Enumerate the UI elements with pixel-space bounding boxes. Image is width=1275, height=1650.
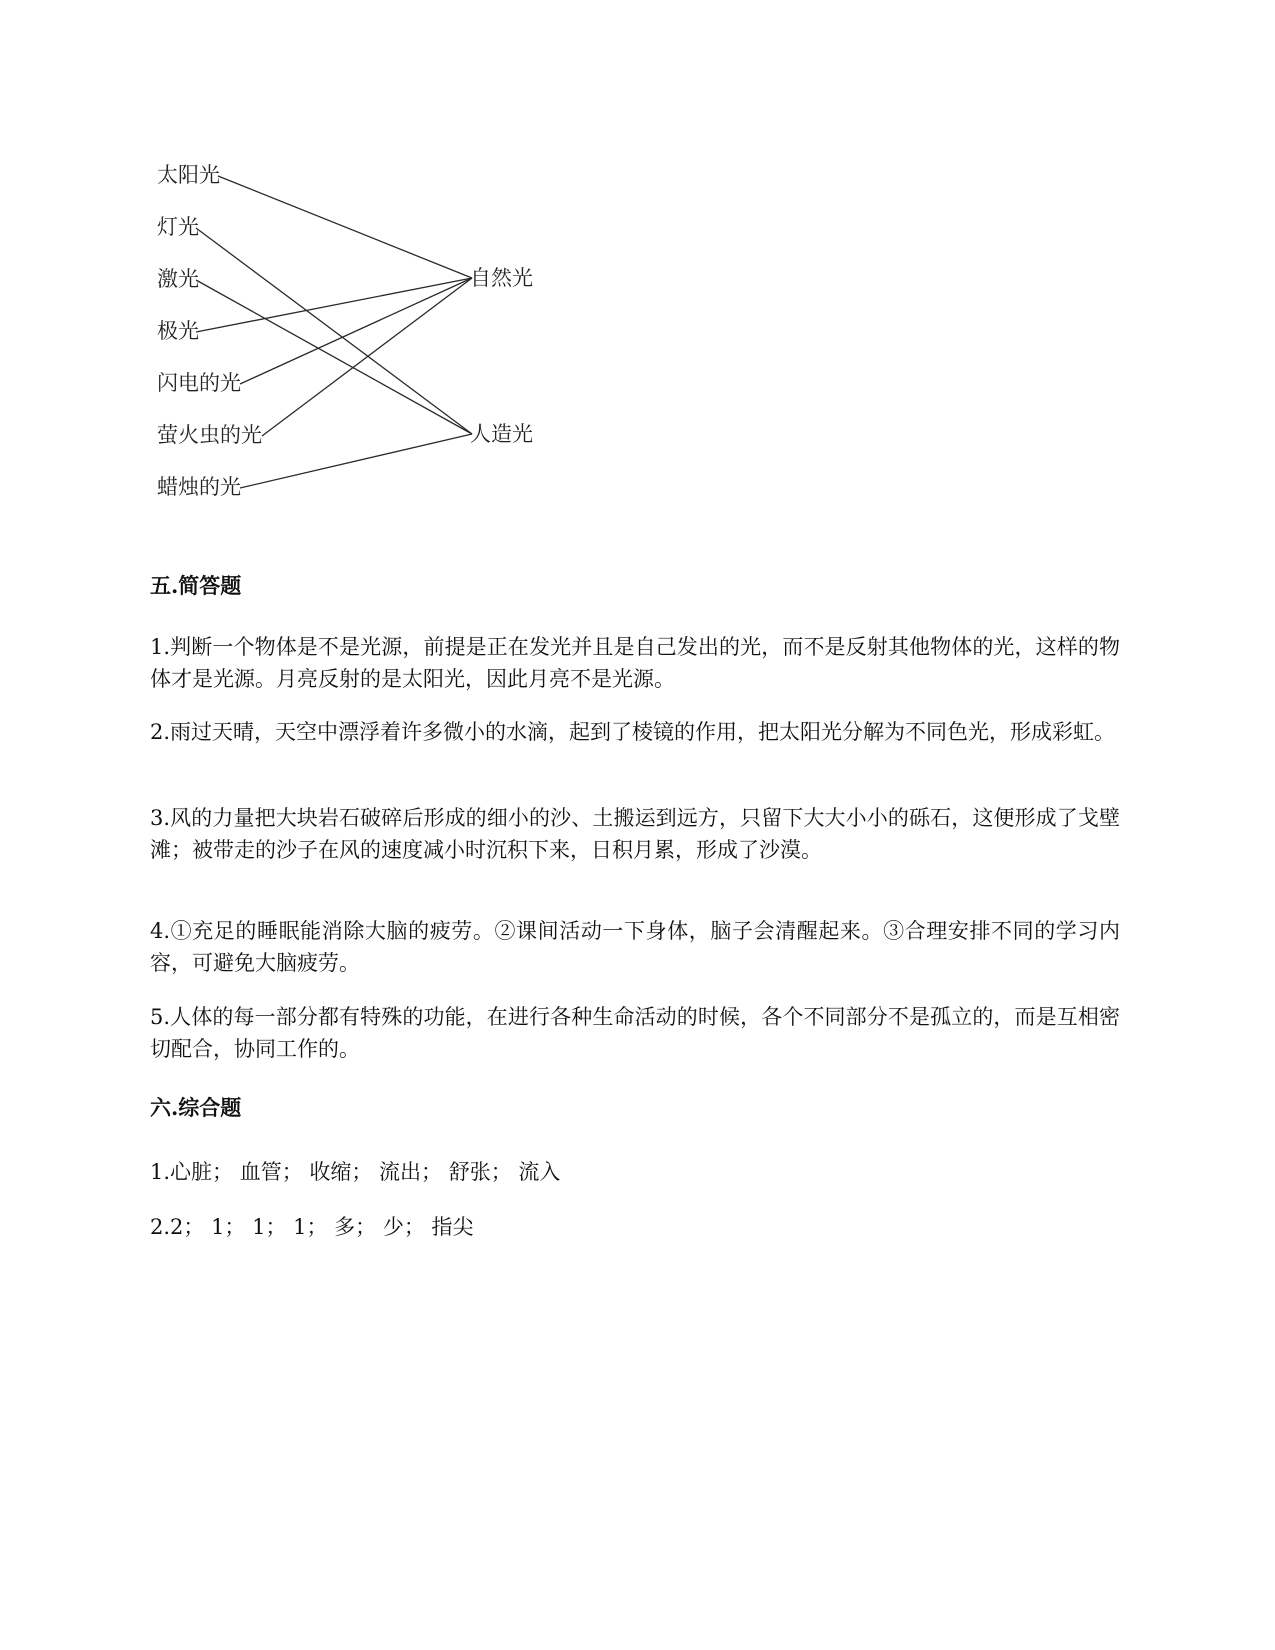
section-5-answer-3: 3.风的力量把大块岩石破碎后形成的细小的沙、土搬运到远方，只留下大大小小的砾石，这便形成了戈壁滩；被带走的沙子在风的速度减小时沉积下来，日积月累，形成了沙漠。	[150, 806, 1120, 862]
line-laser-to-artificial	[196, 280, 472, 434]
section-5-answer-1: 1.判断一个物体是不是光源，前提是正在发光并且是自己发出的光，而不是反射其他物体的光，这样的物体才是光源。月亮反射的是太阳光，因此月亮不是光源。	[150, 635, 1120, 691]
left-item-aurora: 极光	[157, 319, 199, 343]
left-item-candle: 蜡烛的光	[157, 475, 241, 499]
section-5-answer-2: 2.雨过天晴，天空中漂浮着许多微小的水滴，起到了棱镜的作用，把太阳光分解为不同色光，形成彩虹。	[150, 720, 1116, 744]
line-lightning-to-natural	[240, 278, 472, 384]
section-5-answer-5: 5.人体的每一部分都有特殊的功能，在进行各种生命活动的时候，各个不同部分不是孤立的，而是互相密切配合，协同工作的。	[150, 1005, 1120, 1061]
left-item-lightning: 闪电的光	[157, 371, 241, 395]
section-5-title: 五.简答题	[150, 573, 242, 598]
left-item-firefly: 萤火虫的光	[157, 423, 262, 447]
light-matching-diagram	[150, 150, 570, 530]
matching-lines	[150, 150, 570, 530]
right-item-artificial-light: 人造光	[470, 422, 533, 446]
section-6-title: 六.综合题	[150, 1095, 242, 1120]
left-item-lamp-light: 灯光	[157, 215, 199, 239]
left-item-sunlight: 太阳光	[157, 163, 220, 187]
line-aurora-to-natural	[196, 278, 472, 332]
line-candle-to-artificial	[240, 434, 472, 488]
section-6-answer-1: 1.心脏； 血管； 收缩； 流出； 舒张； 流入	[150, 1160, 561, 1184]
line-firefly-to-natural	[262, 278, 472, 436]
right-item-natural-light: 自然光	[470, 266, 533, 290]
line-lamp-to-artificial	[196, 228, 472, 434]
section-5-answer-4: 4.①充足的睡眠能消除大脑的疲劳。②课间活动一下身体，脑子会清醒起来。③合理安排不同的学习内容，可避免大脑疲劳。	[150, 919, 1120, 975]
left-item-laser: 激光	[157, 267, 199, 291]
section-6-answer-2: 2.2； 1； 1； 1； 多； 少； 指尖	[150, 1215, 474, 1239]
line-sunlight-to-natural	[218, 176, 472, 278]
